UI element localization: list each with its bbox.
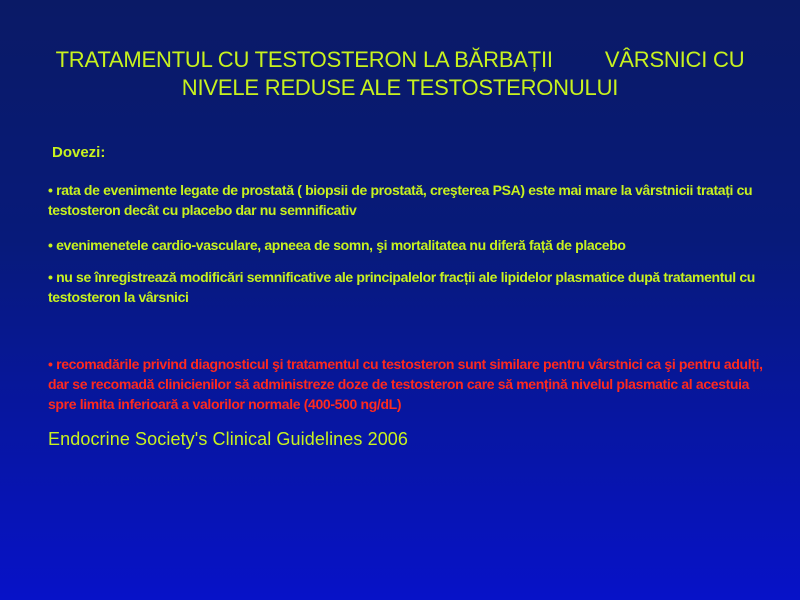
bullet-recommendation: • recomadările privind diagnosticul şi tratamentul cu testosteron sunt similare pentru vârstnici ca şi pentru adulți, dar se recomadă clinicienilor să administreze doze de testosteron care să mențină nivelul plasmatic al acestuia spre limita inferioară a valorilor normale (400-500 ng/dL) <box>48 356 763 412</box>
bullet-cardiovascular-events: • evenimenetele cardio-vasculare, apneea de somn, şi mortalitatea nu diferă față de placebo <box>48 237 626 253</box>
bullet-lipid-fractions: • nu se înregistrează modificări semnificative ale principalelor fracții ale lipidelor plasmatice după tratamentul cu testosteron la vârsnici <box>48 269 755 305</box>
title-part-2: VÂRSNICI CU <box>604 47 745 72</box>
title-part-1: TRATAMENTUL CU TESTOSTERON LA BĂRBAȚII <box>55 47 553 72</box>
section-label-evidence: Dovezi: <box>52 144 106 161</box>
slide-title <box>30 46 770 102</box>
reference-citation: Endocrine Society's Clinical Guidelines 2006 <box>48 429 409 449</box>
title-line-1 <box>30 46 770 74</box>
title-line-2: NIVELE REDUSE ALE TESTOSTERONULUI <box>181 75 619 100</box>
bullet-prostate-events: • rata de evenimente legate de prostată ( biopsii de prostată, creşterea PSA) este mai mare la vârstnicii tratați cu testosteron decât cu placebo dar nu semnificativ <box>48 182 753 218</box>
